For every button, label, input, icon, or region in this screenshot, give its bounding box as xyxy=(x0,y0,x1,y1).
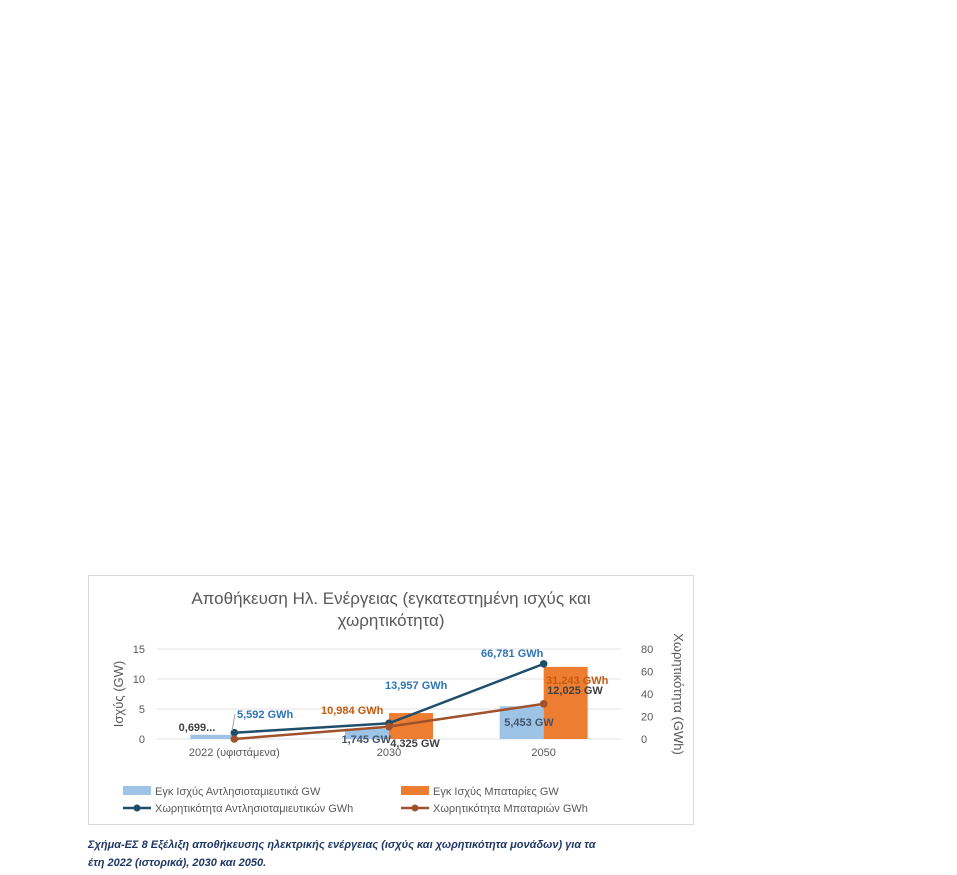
line-data-label: 31,243 GWh xyxy=(546,675,609,687)
legend-label: Χωρητικότητα Αντλησιοταμιευτικών GWh xyxy=(155,803,354,815)
line-point xyxy=(231,735,239,743)
line-data-label: 13,957 GWh xyxy=(385,680,448,692)
label-leader-line xyxy=(232,714,235,731)
figure-caption-line-1: Σχήμα-ΕΣ 8 Εξέλιξη αποθήκευσης ηλεκτρικής ενέργειας (ισχύς και χωρητικότητα μονάδων) για τα xyxy=(88,839,596,851)
line-point xyxy=(385,723,393,731)
y-right-tick-label: 80 xyxy=(641,644,654,656)
line-data-label: 66,781 GWh xyxy=(481,648,544,660)
line-data-label: 10,984 GWh xyxy=(321,705,384,717)
legend-label: Εγκ Ισχύς Αντλησιοταμιευτικά GW xyxy=(155,786,321,798)
y-tick-label: 0 xyxy=(138,734,145,746)
x-tick-label: 2030 xyxy=(376,747,402,759)
chart-title-line-2: χωρητικότητα) xyxy=(337,611,445,630)
y-right-axis-label: Χωρητικότητα (GWh) xyxy=(671,633,686,755)
y-right-tick-label: 0 xyxy=(641,734,648,746)
figure-caption-line-2: έτη 2022 (ιστορικά), 2030 και 2050. xyxy=(88,857,267,869)
chart-title-line-1: Αποθήκευση Ηλ. Ενέργειας (εγκατεστημένη ισχύς και xyxy=(191,589,591,608)
y-right-tick-label: 40 xyxy=(641,689,654,701)
chart-container xyxy=(88,575,694,825)
legend-label: Χωρητικότητα Μπαταριών GWh xyxy=(433,803,588,815)
bar-data-label: 0,699... xyxy=(178,722,216,734)
y-tick-label: 10 xyxy=(132,674,145,686)
bar-data-label: 1,745 GW xyxy=(341,734,391,746)
x-tick-label: 2050 xyxy=(531,747,556,759)
bar-data-label: 12,025 GW xyxy=(547,685,603,697)
legend-swatch xyxy=(401,786,429,795)
line-point xyxy=(540,700,548,708)
y-right-tick-label: 60 xyxy=(641,666,654,679)
legend-swatch xyxy=(123,786,151,795)
line-point xyxy=(540,660,548,668)
y-tick-label: 15 xyxy=(132,644,145,656)
bar xyxy=(190,735,234,739)
legend-label: Εγκ Ισχύς Μπαταρίες GW xyxy=(433,786,559,798)
y-right-tick-label: 20 xyxy=(641,711,654,724)
line-data-label: 5,592 GWh xyxy=(237,709,294,721)
figure-caption xyxy=(88,836,708,872)
y-tick-label: 5 xyxy=(138,704,145,716)
bar-data-label: 4,325 GW xyxy=(390,738,440,750)
x-tick-label: 2022 (υφιστάμενα) xyxy=(188,747,280,759)
legend-marker xyxy=(134,805,141,812)
y-axis-label: Ισχύς (GW) xyxy=(111,660,126,728)
legend-marker xyxy=(412,805,419,812)
chart-plot xyxy=(89,576,693,824)
bar-data-label: 5,453 GW xyxy=(504,717,554,729)
